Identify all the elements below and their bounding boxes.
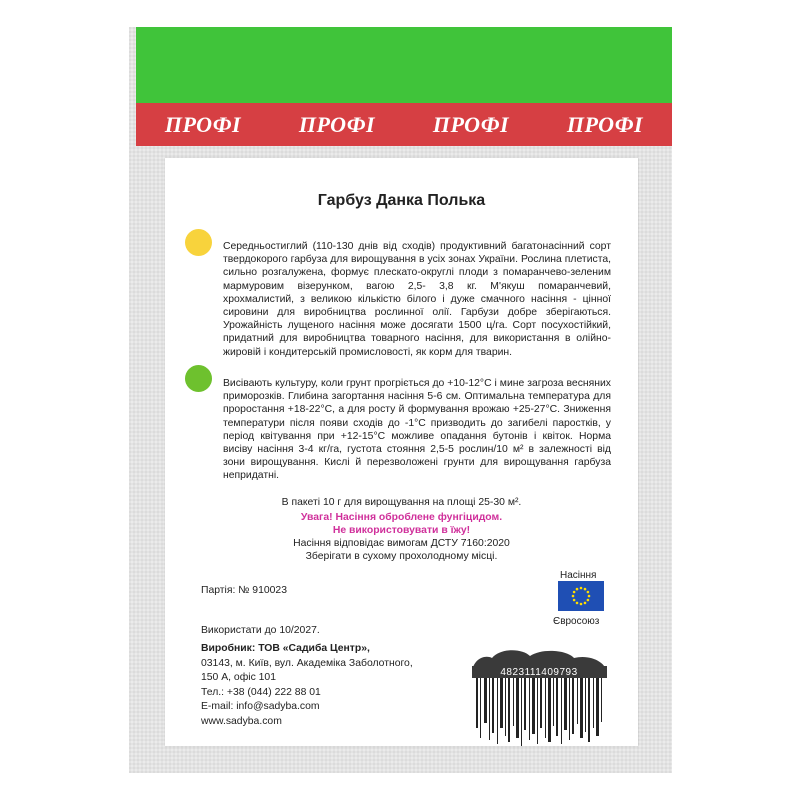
- brand-label: ПРОФІ: [432, 111, 510, 137]
- standard-compliance: Насіння відповідає вимогам ДСТУ 7160:2020: [293, 538, 510, 549]
- eu-label-bottom: Євросоюз: [553, 616, 600, 627]
- fungicide-warning: Увага! Насіння оброблене фунгіцидом.: [300, 512, 503, 523]
- manufacturer-website: www.sadyba.com: [201, 715, 282, 727]
- batch-number: Партія: № 910023: [201, 585, 287, 596]
- brand-label: ПРОФІ: [164, 111, 242, 137]
- eu-label-top: Насіння: [560, 570, 597, 581]
- eu-flag-icon: [558, 581, 604, 611]
- use-before-date: Використати до 10/2027.: [201, 625, 320, 636]
- storage-instructions: Зберігати в сухому прохолодному місці.: [305, 551, 498, 562]
- green-dot-icon: [185, 365, 212, 392]
- barcode-number: 4823111409793: [500, 667, 578, 678]
- brand-label: ПРОФІ: [566, 111, 644, 137]
- manufacturer-address: 03143, м. Київ, вул. Академіка Заболотного,: [201, 657, 413, 669]
- manufacturer-email: E-mail: info@sadyba.com: [201, 701, 320, 712]
- packet-top-green-band: [136, 27, 672, 103]
- not-for-food-warning: Не використовувати в їжу!: [332, 525, 471, 536]
- description-paragraph: Середньостиглий (110-130 днів від сходів) продуктивний багатонасінний сорт твердокорого гарбуза для вирощування в усіх зонах України. Рослина плетиста, сильно розгалужена, формує плескато-округлі плоди з помаранчево-зеленим мармуровим візерунком, вагою 2,5- 3,8 кг. М'якуш помаранчевий, хрохмалистий, з великою кількістю білого і дуже смачного насіння - цінної сировини для виробництва рослинної олії. Гарбузи добре зберігаються. Урожайність лущеного насіння може досягати 1500 ц/га. Сорт посухостійкий, придатний для виробництва товарного насіння, для використання в олійно-жировій і кондитерській промисловості, як корм для тварин.: [223, 241, 611, 358]
- package-info: В пакеті 10 г для вирощування на площі 25-30 м².: [281, 497, 522, 508]
- info-label: [165, 158, 638, 746]
- yellow-dot-icon: [185, 229, 212, 256]
- manufacturer-phone: Тел.: +38 (044) 222 88 01: [201, 686, 321, 698]
- sowing-paragraph: Висівають культуру, коли грунт прогріється до +10-12°С і мине загроза весняних приморозків. Глибина загортання насіння 5-6 см. Оптимальна температура для проростання +18-22°С, а для росту й формування врожаю +25-27°С. Зниження температури після появи сходів до -1°С призводить до загибелі паростків, у період квітування при +12-15°С можливе опадання бутонів і квіток. Норма висіву насіння 3-4 кг/га, густота стояння 2,5-5 рослин/10 м² в залежності від зони вирощування. Кислі й перезволожені грунти для вирощування гарбуза непридатні.: [223, 378, 611, 482]
- manufacturer-address: 150 А, офіс 101: [201, 672, 276, 683]
- brand-label: ПРОФІ: [298, 111, 376, 137]
- barcode: [462, 648, 617, 746]
- manufacturer-name: Виробник: ТОВ «Садиба Центр»,: [201, 643, 370, 654]
- brand-strip: [136, 103, 672, 146]
- manufacturer-info: [201, 642, 413, 729]
- product-title: Гарбуз Данка Полька: [317, 192, 486, 209]
